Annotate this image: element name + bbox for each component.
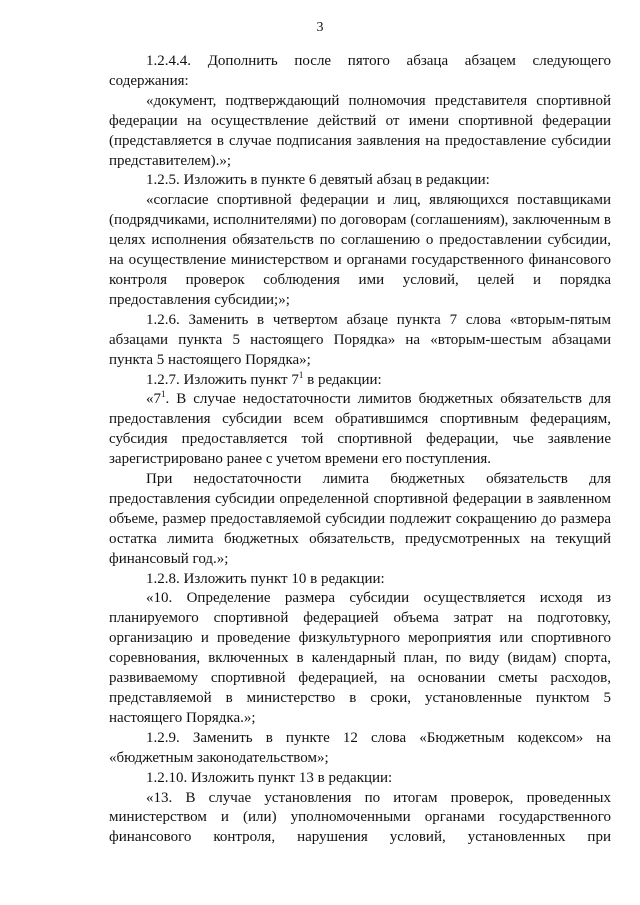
document-body	[109, 52, 611, 848]
paragraph-insufficient-limit: При недостаточности лимита бюджетных обязательств для предоставления субсидии определенной спортивной федерации в заявленном объеме, размер предоставляемой субсидии подлежит сокращению до размера остатка лимита бюджетных обязательств, предусмотренных на текущий финансовый год.»;	[109, 471, 611, 567]
paragraph-1-2-5: 1.2.5. Изложить в пункте 6 девятый абзац в редакции:	[146, 172, 490, 189]
paragraph-1-2-9: 1.2.9. Заменить в пункте 12 слова «Бюджетным кодексом» на «бюджетным законодательством»;	[109, 729, 611, 766]
paragraph-quote-consent: «согласие спортивной федерации и лиц, являющихся поставщиками (подрядчиками, исполнителями) по договорам (соглашениям), заключенным в целях исполнения обязательств по соглашению о предоставлении субсидии, на осуществление министерством и органами государственного финансового контроля проверок соблюдения ими условий, целей и порядка предоставления субсидии;»;	[109, 192, 611, 308]
superscript: 1	[298, 369, 304, 380]
paragraph-1-2-7	[109, 371, 611, 391]
superscript: 1	[161, 389, 166, 400]
paragraph-quote-13: «13. В случае установления по итогам проверок, проведенных министерством и (или) уполномоченными органами государственного финансового контроля, нарушения условий, установленных при	[109, 789, 611, 846]
paragraph-quote-10: «10. Определение размера субсидии осуществляется исходя из планируемого спортивной федерацией объема затрат на подготовку, организацию и проведение физкультурного мероприятия или спортивного соревнования, включенных в календарный план, по виду (видам) спорта, развиваемому спортивной федерацией, на основании сметы расходов, представляемой в министерство в сроки, установленные пунктом 5 настоящего Порядка.»;	[109, 590, 611, 726]
paragraph-7-1-text: . В случае недостаточности лимитов бюджетных обязательств для предоставления субсидии всем обратившимся спортивным федерациям, субсидия предоставляется той спортивной федерации, чье заявление зарегистрировано ранее с учетом времени его поступления.	[109, 391, 611, 468]
paragraph-1-2-6: 1.2.6. Заменить в четвертом абзаце пункта 7 слова «вторым-пятым абзацами пункта 5 настоящего Порядка» на «вторым-шестым абзацами пункта 5 настоящего Порядка»;	[109, 311, 611, 368]
paragraph-quote-document: «документ, подтверждающий полномочия представителя спортивной федерации на осуществление действий от имени спортивной федерации (представляется в случае подписания заявления на предоставление субсидии представителем).»;	[109, 92, 611, 169]
paragraph-7-1-start: «7	[146, 391, 161, 408]
page-number: 3	[316, 20, 324, 35]
paragraph-1-2-10: 1.2.10. Изложить пункт 13 в редакции:	[146, 769, 393, 786]
paragraph-1-2-4-4: 1.2.4.4. Дополнить после пятого абзаца абзацем следующего содержания:	[109, 53, 611, 89]
paragraph-1-2-7-text: 1.2.7. Изложить пункт 7	[146, 371, 299, 388]
paragraph-quote-7-1	[109, 390, 611, 470]
paragraph-1-2-8: 1.2.8. Изложить пункт 10 в редакции:	[146, 570, 385, 587]
paragraph-1-2-7-tail: в редакции:	[303, 371, 382, 388]
